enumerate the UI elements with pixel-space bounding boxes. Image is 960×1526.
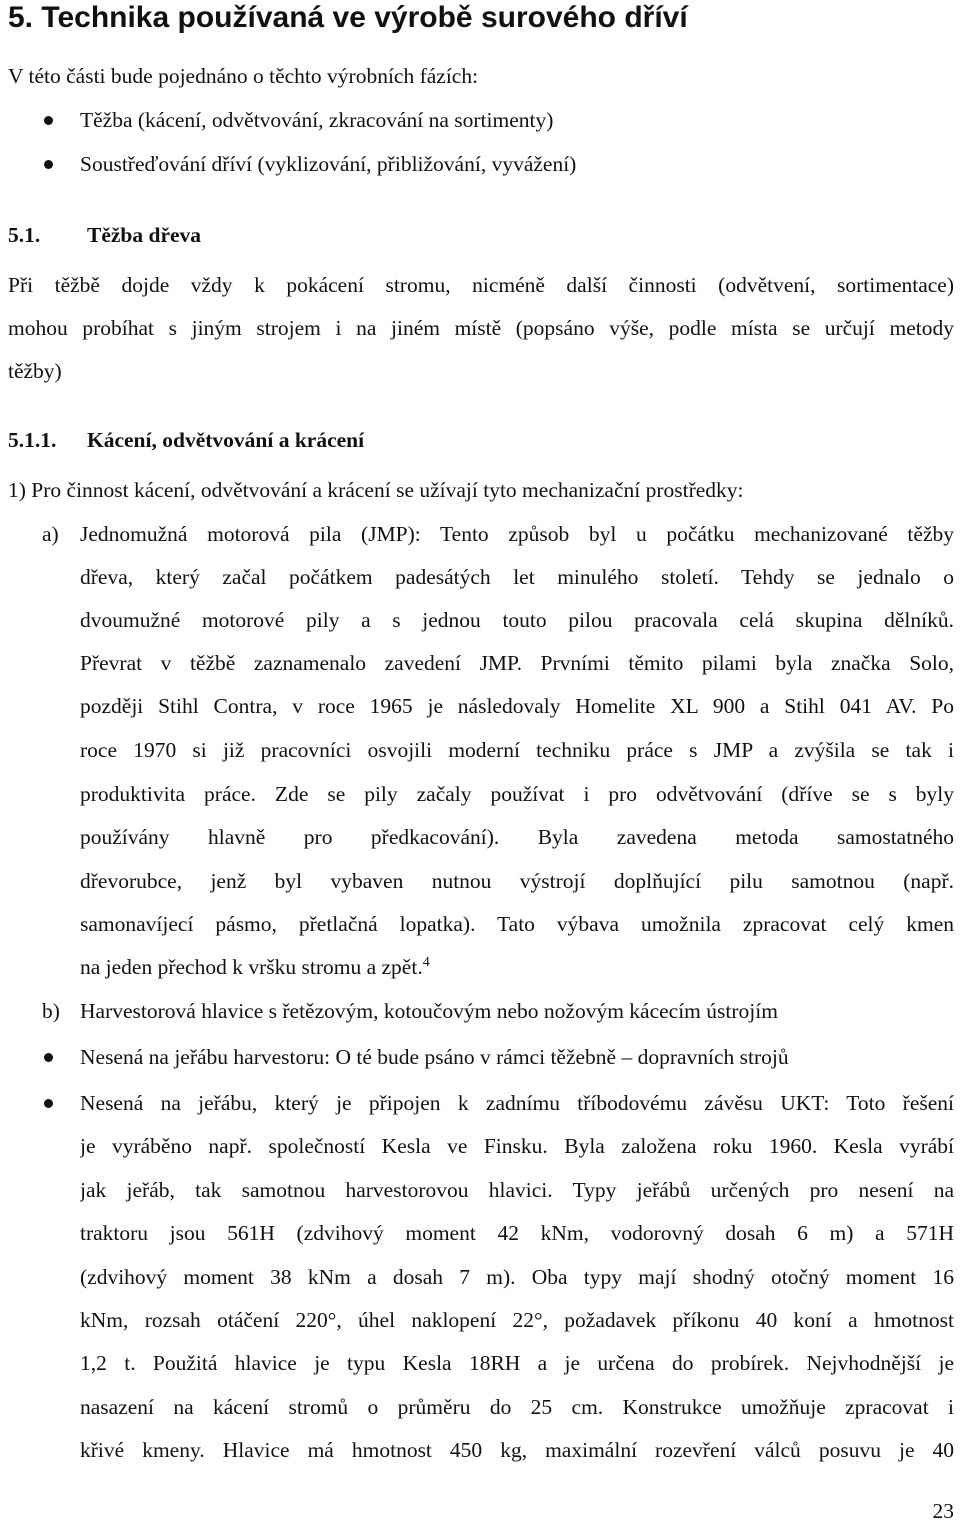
chapter-intro: V této části bude pojednáno o těchto výrobních fázích: [8, 64, 479, 88]
item-a-line-2: dřeva, který začal počátkem padesátých let minulého století. Tehdy se jednalo o [80, 565, 954, 589]
item-a-line-5: později Stihl Contra, v roce 1965 je následovaly Homelite XL 900 a Stihl 041 AV. Po [80, 694, 954, 718]
item-a-line-8: používány hlavně pro předkacování). Byla zavedena metoda samostatného [80, 825, 954, 849]
section-5-1-number: 5.1. [8, 223, 41, 247]
bullet-2-line-1: Nesená na jeřábu, který je připojen k zadnímu tříbodovému závěsu UKT: Toto řešení [80, 1091, 954, 1115]
item-b-marker: b) [42, 999, 60, 1023]
bullet-2-line-2: je vyráběno např. společností Kesla ve Finsku. Byla založena roku 1960. Kesla vyrábí [80, 1134, 954, 1158]
bullet-2-line-7: 1,2 t. Použitá hlavice je typu Kesla 18RH a je určena do probírek. Nejvhodnější je [80, 1351, 954, 1375]
bullet-icon [44, 1099, 53, 1108]
section-5-1-1-number: 5.1.1. [8, 428, 57, 452]
item-a-line-7: produktivita práce. Zde se pily začaly používat i pro odvětvování (dříve se s byly [80, 782, 954, 806]
bullet-icon [44, 1053, 53, 1062]
item-a-line-9: dřevorubce, jenž byl vybaven nutnou výstrojí doplňující pilu samotnou (např. [80, 869, 954, 893]
bullet-1-line-1: Nesená na jeřábu harvestoru: O té bude psáno v rámci těžebně – dopravních strojů [80, 1045, 789, 1069]
item-a-line-10: samonavíjecí pásmo, přetlačná lopatka). Tato výbava umožnila zpracovat celý kmen [80, 912, 954, 936]
section-5-1-title: Těžba dřeva [87, 223, 202, 247]
section-5-1-line-1: Při těžbě dojde vždy k pokácení stromu, nicméně další činnosti (odvětvení, sortimentace) [8, 273, 954, 297]
bullet-icon [44, 160, 53, 169]
page-number: 23 [932, 1499, 954, 1523]
phase-item-1: Těžba (kácení, odvětvování, zkracování na sortimenty) [80, 108, 554, 132]
item-a-line-1: Jednomužná motorová pila (JMP): Tento způsob byl u počátku mechanizované těžby [80, 522, 954, 546]
item-a-line-4: Převrat v těžbě zaznamenalo zavedení JMP. Prvními těmito pilami byla značka Solo, [80, 651, 954, 675]
section-5-1-line-3: těžby) [8, 359, 62, 383]
item-b-text: Harvestorová hlavice s řetězovým, kotoučovým nebo nožovým kácecím ústrojím [80, 999, 778, 1023]
chapter-title: 5. Technika používaná ve výrobě surového dříví [8, 1, 688, 34]
item-a-line-11 [80, 952, 430, 982]
item-a-last-line-text: na jeden přechod k vršku stromu a zpět. [80, 955, 423, 979]
bullet-2-line-8: nasazení na kácení stromů o průměru do 25 cm. Konstrukce umožňuje zpracovat i [80, 1395, 954, 1419]
bullet-2-line-4: traktoru jsou 561H (zdvihový moment 42 kNm, vodorovný dosah 6 m) a 571H [80, 1221, 954, 1245]
footnote-reference: 4 [422, 955, 430, 970]
section-5-1-1-intro: 1) Pro činnost kácení, odvětvování a krácení se užívají tyto mechanizační prostředky: [8, 478, 744, 502]
bullet-icon [44, 116, 53, 125]
item-a-line-6: roce 1970 si již pracovníci osvojili moderní techniku práce s JMP a zvýšila se tak i [80, 738, 954, 762]
phase-item-2: Soustřeďování dříví (vyklizování, přibližování, vyvážení) [80, 152, 577, 176]
item-a-marker: a) [42, 522, 59, 546]
section-5-1-1-title: Kácení, odvětvování a krácení [87, 428, 365, 452]
bullet-2-line-5: (zdvihový moment 38 kNm a dosah 7 m). Oba typy mají shodný otočný moment 16 [80, 1265, 954, 1289]
bullet-2-line-9: křivé kmeny. Hlavice má hmotnost 450 kg, maximální rozevření válců posuvu je 40 [80, 1438, 954, 1462]
bullet-2-line-3: jak jeřáb, tak samotnou harvestorovou hlavici. Typy jeřábů určených pro nesení na [80, 1178, 954, 1202]
section-5-1-line-2: mohou probíhat s jiným strojem i na jiném místě (popsáno výše, podle místa se určují metody [8, 316, 954, 340]
bullet-2-line-6: kNm, rozsah otáčení 220°, úhel naklopení 22°, požadavek příkonu 40 koní a hmotnost [80, 1308, 954, 1332]
item-a-line-3: dvoumužné motorové pily a s jednou touto pilou pracovala celá skupina dělníků. [80, 608, 954, 632]
